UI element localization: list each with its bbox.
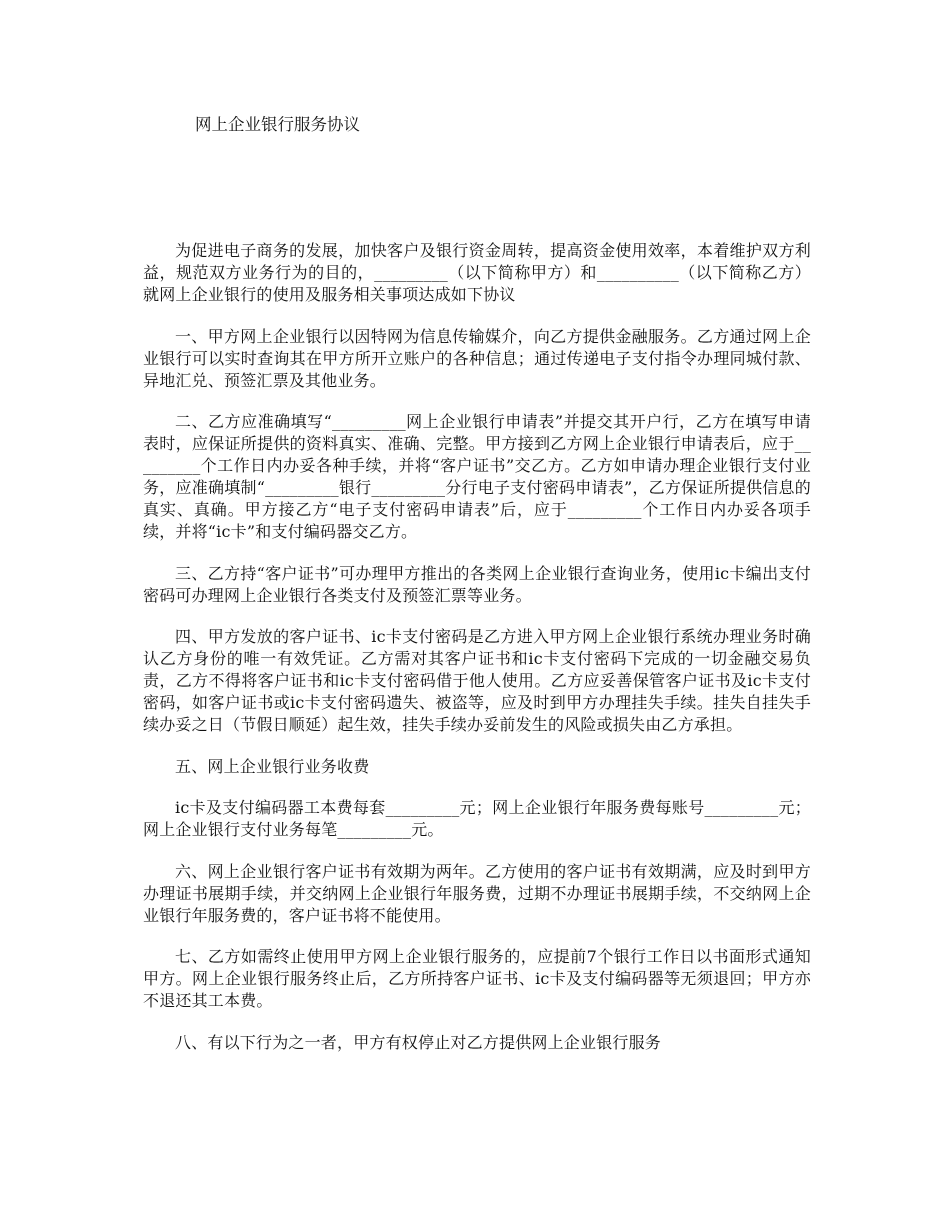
paragraph-clause-4: 四、甲方发放的客户证书、ic卡支付密码是乙方进入甲方网上企业银行系统办理业务时确认乙方身份的唯一有效凭证。乙方需对其客户证书和ic卡支付密码下完成的一切金融交易负责，乙方不得将客户证书和ic卡支付密码借于他人使用。乙方应妥善保管客户证书及ic卡支付密码，如客户证书或ic卡支付密码遗失、被盗等，应及时到甲方办理挂失手续。挂失自挂失手续办妥之日（节假日顺延）起生效，挂失手续办妥前发生的风险或损失由乙方承担。	[143, 627, 811, 734]
document-body	[143, 240, 811, 1073]
paragraph-clause-3: 三、乙方持“客户证书”可办理甲方推出的各类网上企业银行查询业务，使用ic卡编出支付密码可办理网上企业银行各类支付及预签汇票等业务。	[143, 563, 811, 605]
paragraph-clause-5-heading: 五、网上企业银行业务收费	[175, 756, 370, 776]
paragraph-clause-8: 八、有以下行为之一者，甲方有权停止对乙方提供网上企业银行服务	[175, 1032, 662, 1052]
paragraph-clause-7: 七、乙方如需终止使用甲方网上企业银行服务的，应提前7个银行工作日以书面形式通知甲方。网上企业银行服务终止后，乙方所持客户证书、ic卡及支付编码器等无须退回；甲方亦不退还其工本费。	[143, 947, 811, 1010]
paragraph-preamble: 为促进电子商务的发展，加快客户及银行资金周转，提高资金使用效率，本着维护双方利益，规范双方业务行为的目的，_________（以下简称甲方）和__________（以下简称乙方）就网上企业银行的使用及服务相关事项达成如下协议	[143, 241, 811, 304]
paragraph-clause-6: 六、网上企业银行客户证书有效期为两年。乙方使用的客户证书有效期满，应及时到甲方办理证书展期手续，并交纳网上企业银行年服务费，过期不办理证书展期手续，不交纳网上企业银行年服务费的，客户证书将不能使用。	[143, 861, 811, 925]
document-title: 网上企业银行服务协议	[195, 115, 360, 134]
paragraph-clause-2: 二、乙方应准确填写“_________网上企业银行申请表”并提交其开户行，乙方在填写申请表时，应保证所提供的资料真实、准确、完整。甲方接到乙方网上企业银行申请表后，应于_________个工作日内办妥各种手续，并将“客户证书”交乙方。乙方如申请办理企业银行支付业务，应准确填制“_________银行_________分行电子支付密码申请表”，乙方保证所提供信息的真实、真确。甲方接乙方“电子支付密码申请表”后，应于_________个工作日内办妥各项手续，并将“ic卡”和支付编码器交乙方。	[143, 412, 811, 541]
paragraph-clause-1: 一、甲方网上企业银行以因特网为信息传输媒介，向乙方提供金融服务。乙方通过网上企业银行可以实时查询其在甲方所开立账户的各种信息；通过传递电子支付指令办理同城付款、异地汇兑、预签汇票及其他业务。	[143, 326, 811, 390]
paragraph-clause-5-fees: ic卡及支付编码器工本费每套_________元；网上企业银行年服务费每账号_________元；网上企业银行支付业务每笔_________元。	[143, 798, 811, 839]
